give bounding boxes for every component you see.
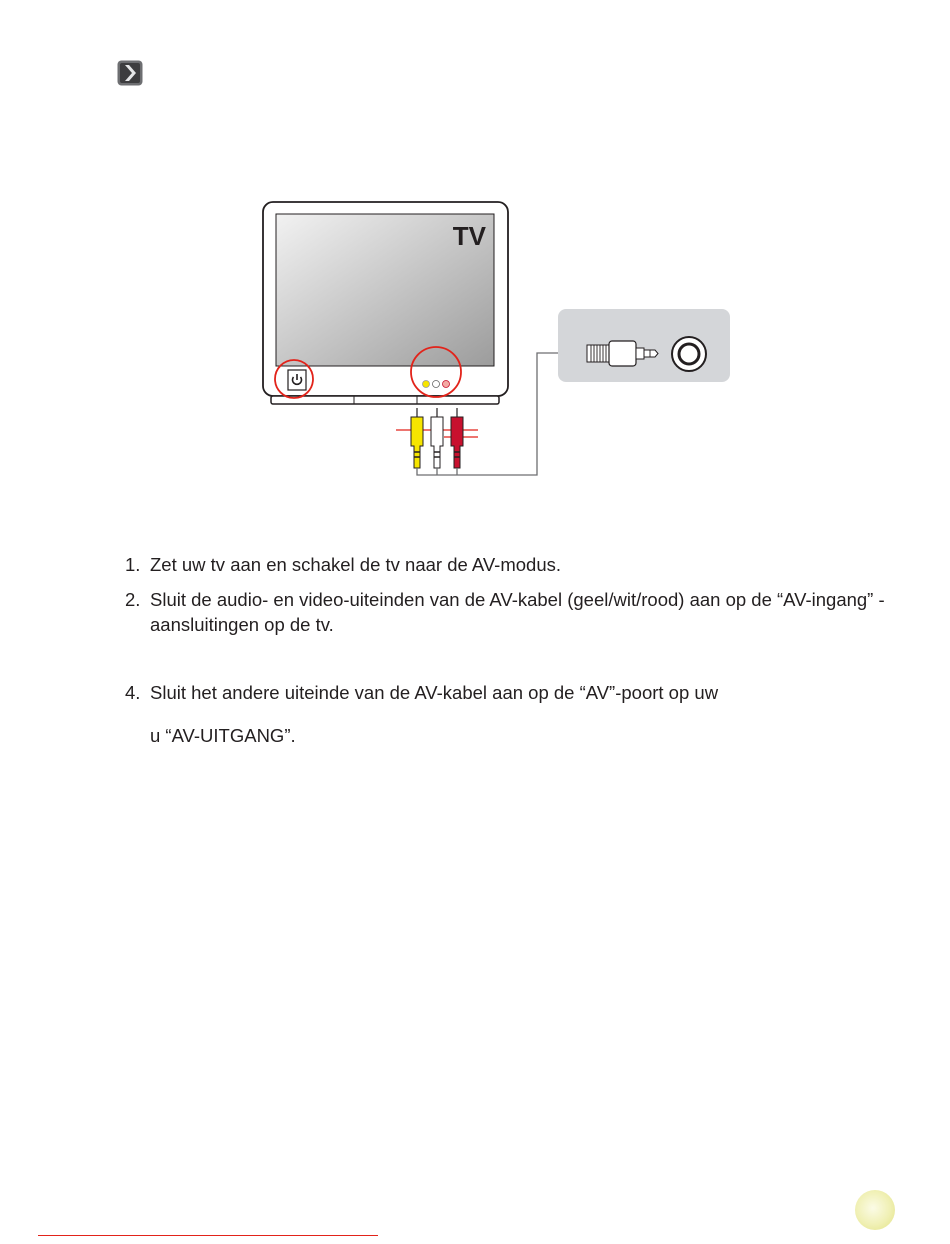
av-plug-collar — [636, 348, 644, 359]
step-number: 2. — [125, 589, 141, 610]
step-number: 1. — [125, 554, 141, 575]
footer-rule — [38, 1235, 378, 1236]
step-item — [125, 552, 905, 577]
audio-left-jack — [433, 381, 440, 388]
device-av-port-panel — [558, 309, 730, 382]
tv-label: TV — [452, 221, 486, 251]
av-port-inner — [679, 344, 699, 364]
step-item — [125, 587, 905, 637]
instruction-steps — [125, 552, 905, 748]
tv-illustration — [263, 202, 508, 404]
av-plug-body — [609, 341, 636, 366]
page-number-badge — [855, 1190, 895, 1230]
audio-right-jack — [443, 381, 450, 388]
audio-right-plug — [451, 417, 463, 468]
video-plug — [411, 417, 423, 468]
tv-stand — [271, 396, 499, 404]
step-text: Sluit de audio- en video-uiteinden van de AV-kabel (geel/wit/rood) aan op de “AV-ingang” -aansluitingen op de tv. — [150, 589, 885, 635]
tv-connection-diagram — [0, 0, 950, 520]
video-jack — [423, 381, 430, 388]
av-input-jacks — [423, 381, 450, 388]
step-text: Sluit het andere uiteinde van de AV-kabel aan op de “AV”-poort op uw — [150, 682, 719, 703]
step-number: 4. — [125, 682, 141, 703]
step-text-continuation: u “AV-UITGANG”. — [150, 725, 296, 746]
av-plug-tip — [644, 350, 658, 357]
step-item — [125, 680, 905, 748]
audio-left-plug — [431, 417, 443, 468]
step-text: Zet uw tv aan en schakel de tv naar de AV-modus. — [150, 554, 562, 575]
rca-plugs — [396, 408, 478, 468]
